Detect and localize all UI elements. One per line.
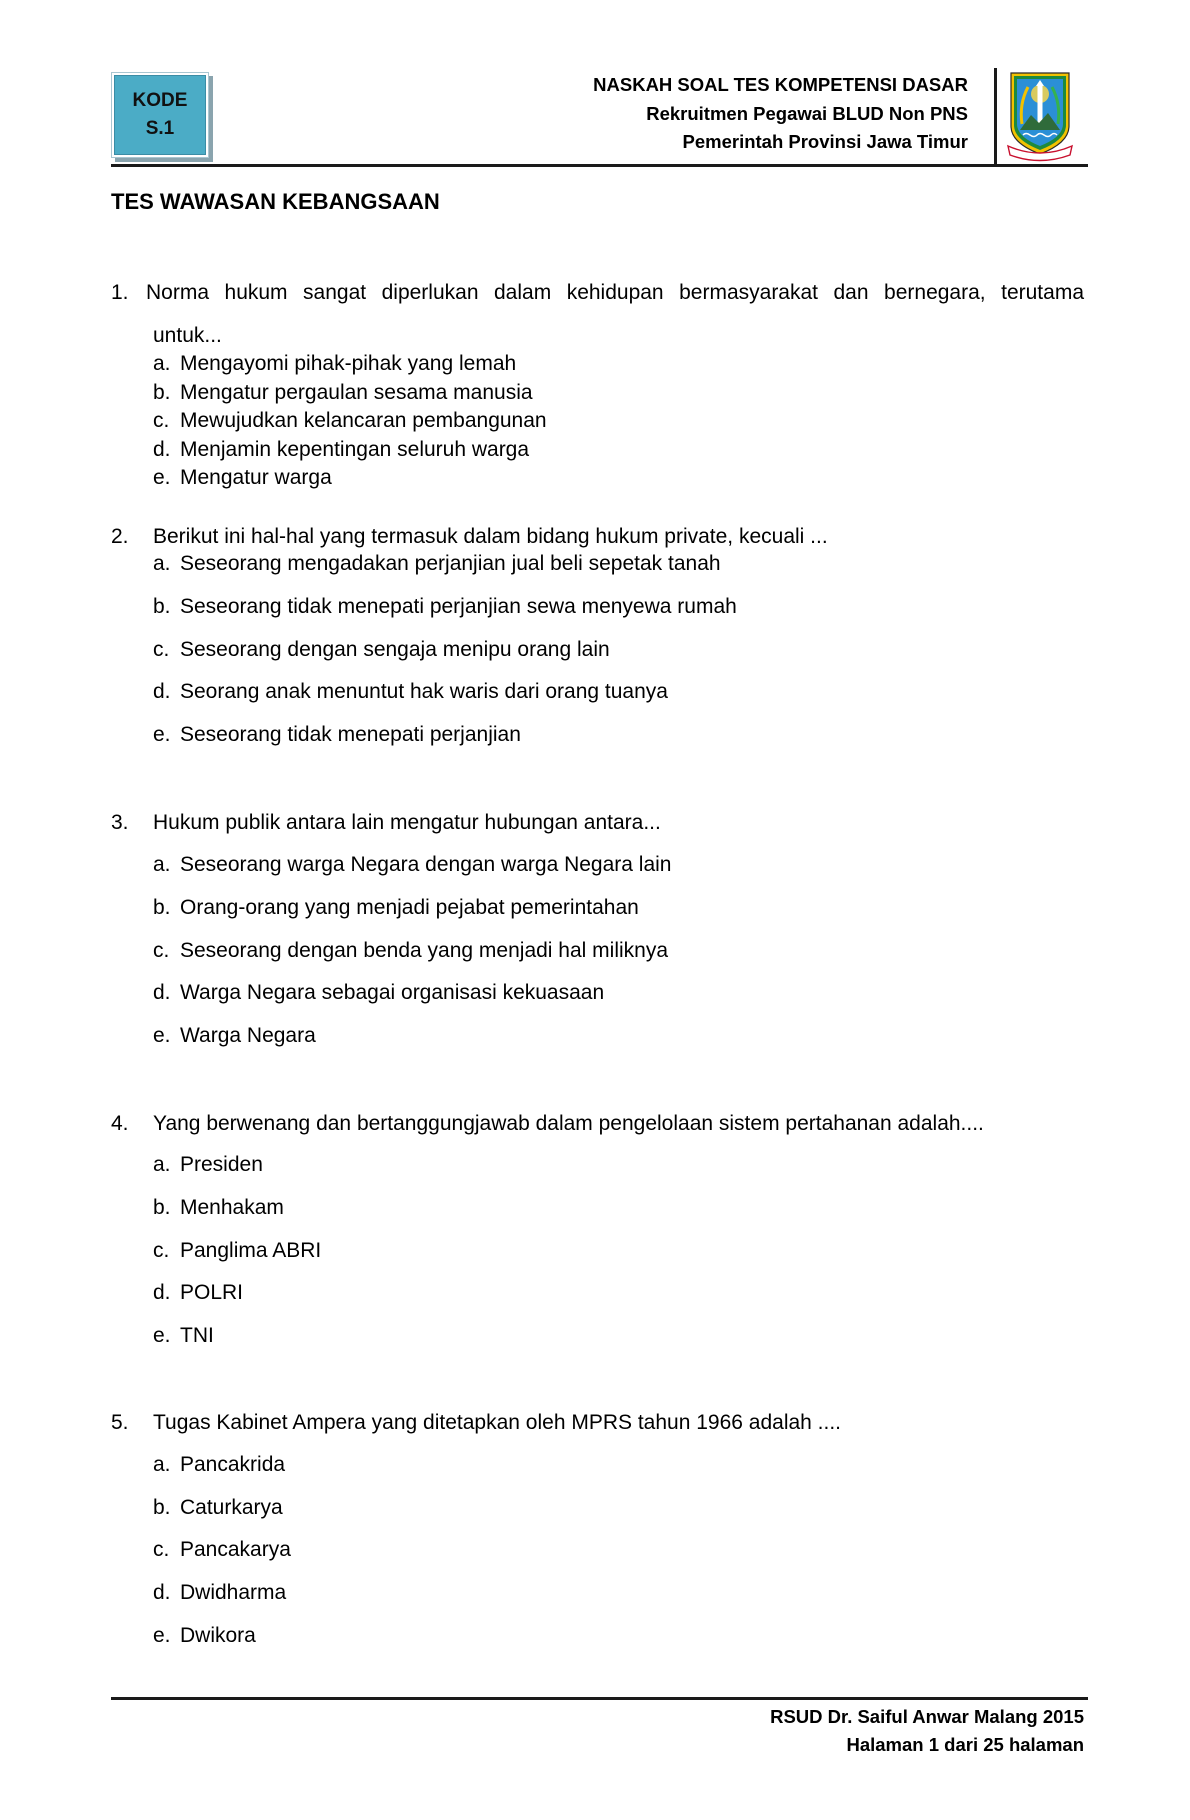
option-text: Mengatur warga [180, 466, 332, 489]
question-text: Tugas Kabinet Ampera yang ditetapkan oleh MPRS tahun 1966 adalah .... [153, 1411, 842, 1435]
header-line-exam-title: NASKAH SOAL TES KOMPETENSI DASAR [593, 74, 968, 95]
option-d [0, 436, 1190, 465]
option-text: Pancakarya [180, 1538, 291, 1562]
option-b [0, 1487, 1190, 1530]
option-list [0, 1144, 1190, 1357]
option-label: a. [153, 1452, 171, 1476]
option-label: a. [153, 352, 171, 375]
option-e [0, 1615, 1190, 1658]
option-d [0, 671, 1190, 714]
footer-rule [111, 1697, 1088, 1700]
document-header-title [593, 71, 968, 157]
option-text: Seseorang dengan benda yang menjadi hal miliknya [180, 938, 669, 962]
option-label: c. [153, 637, 170, 661]
option-label: d. [153, 680, 171, 704]
option-text: Seorang anak menuntut hak waris dari orang tuanya [180, 680, 668, 704]
option-b [0, 887, 1190, 930]
option-text: Mengayomi pihak-pihak yang lemah [180, 352, 517, 375]
option-text: Warga Negara sebagai organisasi kekuasaan [180, 981, 605, 1005]
option-text: Seseorang tidak menepati perjanjian [180, 723, 521, 747]
option-c [0, 1529, 1190, 1572]
option-text: TNI [180, 1323, 214, 1347]
option-label: d. [153, 981, 171, 1005]
question-line-continued [0, 322, 1190, 350]
option-a [0, 543, 1190, 586]
option-b [0, 586, 1190, 629]
header-rule [111, 164, 1088, 167]
footer-institution-year: RSUD Dr. Saiful Anwar Malang 2015 [770, 1706, 1084, 1727]
option-label: b. [153, 380, 171, 404]
option-d [0, 1572, 1190, 1615]
option-label: a. [153, 1153, 171, 1177]
question-text: Hukum publik antara lain mengatur hubungan antara... [153, 810, 661, 834]
question-1 [0, 279, 1190, 493]
option-label: b. [153, 896, 171, 920]
option-label: c. [153, 409, 170, 432]
option-label: e. [153, 1623, 171, 1647]
option-label: b. [153, 1195, 171, 1219]
question-line [0, 279, 1190, 307]
header-line-recruitment: Rekruitmen Pegawai BLUD Non PNS [646, 102, 968, 124]
option-list [0, 1444, 1190, 1657]
question-5 [0, 1409, 1190, 1657]
question-number: 4. [111, 1111, 129, 1135]
option-text: Seseorang warga Negara dengan warga Negara lain [180, 853, 672, 877]
header-vertical-divider [994, 68, 997, 167]
option-d [0, 1272, 1190, 1315]
option-c [0, 1230, 1190, 1273]
option-text: Presiden [180, 1153, 263, 1177]
option-b [0, 1187, 1190, 1230]
option-e [0, 714, 1190, 757]
question-number: 2. [111, 525, 129, 548]
option-text: Dwidharma [180, 1581, 287, 1604]
option-text: Orang-orang yang menjadi pejabat pemerintahan [180, 896, 639, 920]
question-number: 5. [111, 1411, 129, 1435]
option-text: Caturkarya [180, 1495, 283, 1519]
option-text: Dwikora [180, 1623, 256, 1647]
option-text: POLRI [180, 1281, 244, 1305]
question-line [0, 1409, 1190, 1437]
option-a [0, 350, 1190, 379]
section-title: TES WAWASAN KEBANGSAAN [111, 189, 440, 214]
option-label: b. [153, 1495, 171, 1519]
question-text-continued: untuk... [153, 324, 222, 347]
option-text: Mengatur pergaulan sesama manusia [180, 380, 533, 404]
option-a [0, 844, 1190, 887]
question-number: 3. [111, 810, 129, 834]
question-3 [0, 809, 1190, 1058]
option-text: Menjamin kepentingan seluruh warga [180, 437, 530, 461]
code-box-value: S.1 [145, 118, 175, 139]
option-label: c. [153, 1538, 170, 1562]
footer-page-count: Halaman 1 dari 25 halaman [846, 1734, 1084, 1755]
jawa-timur-emblem-icon [1006, 70, 1074, 162]
option-list [0, 350, 1190, 493]
option-label: e. [153, 723, 171, 747]
option-a [0, 1144, 1190, 1187]
option-label: d. [153, 1581, 171, 1604]
option-b [0, 379, 1190, 408]
page-footer [770, 1703, 1084, 1759]
option-e [0, 1015, 1190, 1058]
question-line [0, 1110, 1190, 1138]
option-a [0, 1444, 1190, 1487]
option-text: Panglima ABRI [180, 1238, 322, 1262]
option-label: c. [153, 938, 170, 962]
option-text: Seseorang dengan sengaja menipu orang lain [180, 637, 610, 661]
option-list [0, 543, 1190, 756]
option-label: e. [153, 466, 171, 489]
question-2 [0, 523, 1190, 757]
option-text: Seseorang tidak menepati perjanjian sewa menyewa rumah [180, 595, 737, 619]
option-text: Menhakam [180, 1195, 284, 1219]
option-label: e. [153, 1323, 171, 1347]
question-text: Norma hukum sangat diperlukan dalam kehidupan bermasyarakat dan bernegara, terutama [146, 281, 1084, 304]
question-4 [0, 1110, 1190, 1358]
option-e [0, 1315, 1190, 1358]
option-e [0, 464, 1190, 493]
code-box-label: KODE [132, 90, 188, 111]
option-c [0, 407, 1190, 436]
question-line [0, 809, 1190, 837]
option-text: Seseorang mengadakan perjanjian jual beli sepetak tanah [180, 552, 721, 576]
option-label: d. [153, 1281, 171, 1305]
option-label: a. [153, 552, 171, 576]
option-text: Pancakrida [180, 1452, 286, 1476]
option-text: Warga Negara [180, 1024, 316, 1048]
option-d [0, 972, 1190, 1015]
option-label: c. [153, 1238, 170, 1262]
option-label: a. [153, 853, 171, 877]
option-text: Mewujudkan kelancaran pembangunan [180, 409, 547, 432]
option-label: e. [153, 1024, 171, 1048]
question-text: Yang berwenang dan bertanggungjawab dalam pengelolaan sistem pertahanan adalah.... [153, 1111, 984, 1135]
question-text: Berikut ini hal-hal yang termasuk dalam bidang hukum private, kecuali ... [153, 525, 828, 548]
option-c [0, 629, 1190, 672]
header-line-government: Pemerintah Provinsi Jawa Timur [682, 131, 968, 152]
option-label: b. [153, 595, 171, 619]
option-c [0, 930, 1190, 973]
question-number: 1. [111, 281, 129, 304]
option-list [0, 844, 1190, 1057]
code-box [111, 72, 209, 158]
option-label: d. [153, 437, 171, 461]
